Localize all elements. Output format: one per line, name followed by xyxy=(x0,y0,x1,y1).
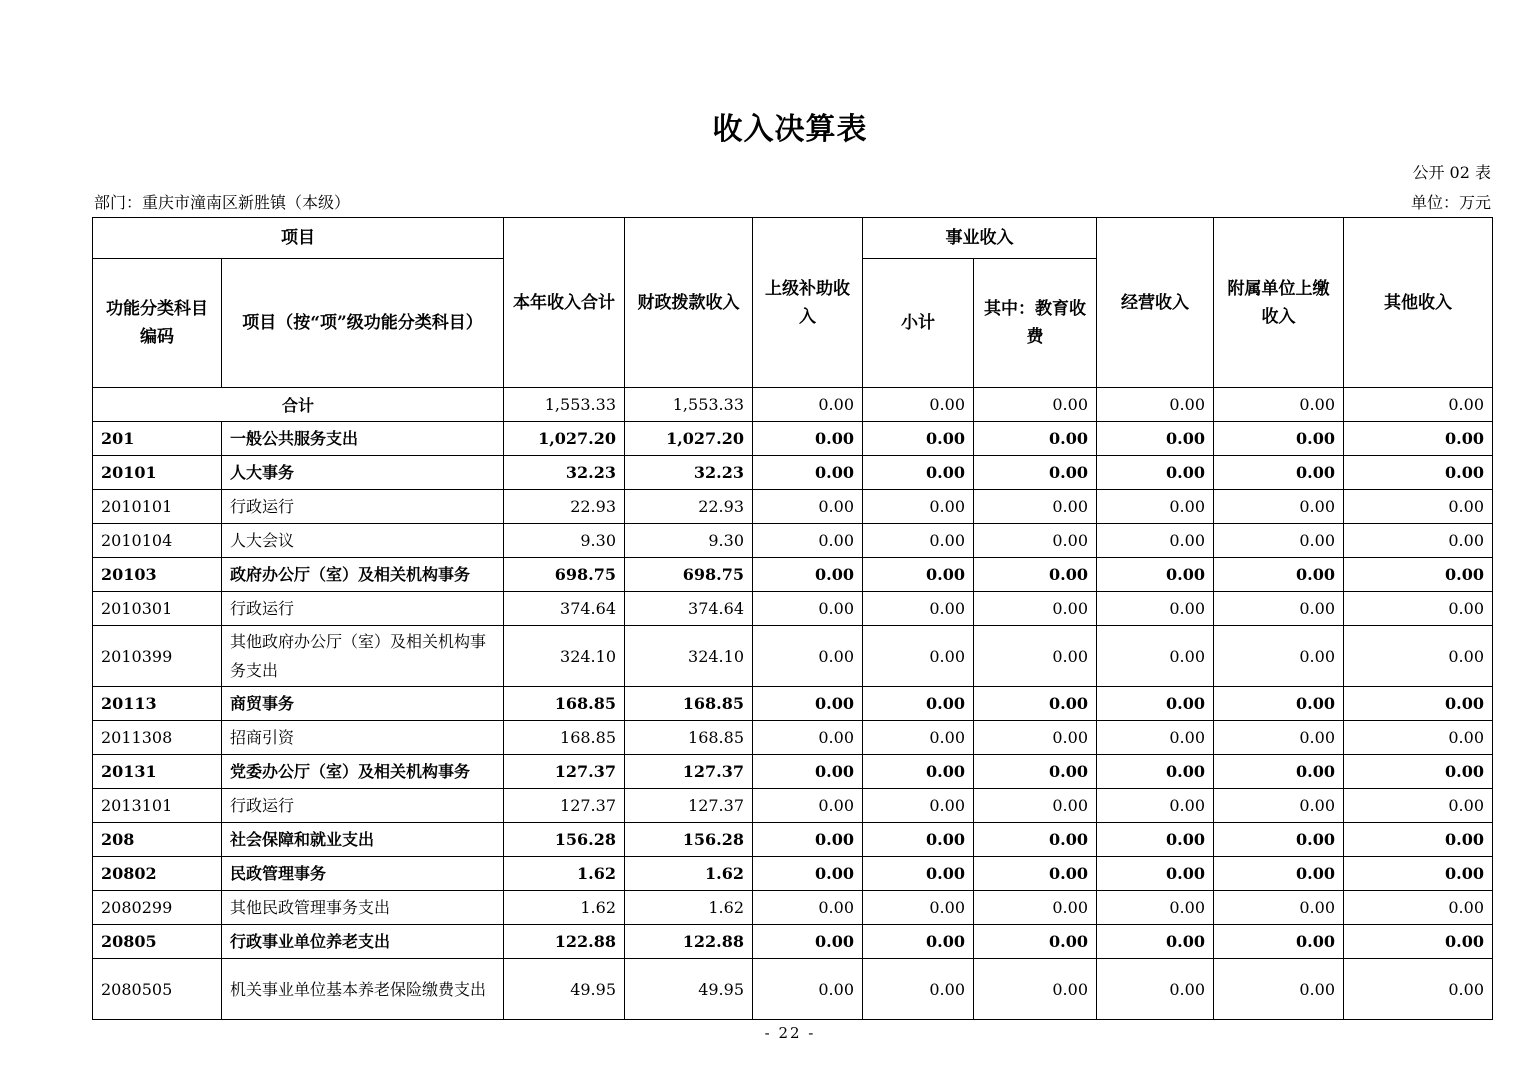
row-value: 0.00 xyxy=(1344,490,1493,524)
row-value: 1.62 xyxy=(504,891,625,925)
row-value: 168.85 xyxy=(504,687,625,721)
row-value: 0.00 xyxy=(1097,558,1214,592)
row-value: 122.88 xyxy=(504,925,625,959)
row-value: 0.00 xyxy=(753,755,863,789)
row-value: 0.00 xyxy=(863,959,974,1020)
table-row xyxy=(93,558,1493,592)
row-value: 0.00 xyxy=(1097,456,1214,490)
row-value: 0.00 xyxy=(863,456,974,490)
row-value: 0.00 xyxy=(1214,959,1344,1020)
total-value: 0.00 xyxy=(974,388,1097,422)
row-value: 1.62 xyxy=(504,857,625,891)
row-name: 机关事业单位基本养老保险缴费支出 xyxy=(222,959,504,1020)
row-value: 0.00 xyxy=(974,789,1097,823)
table-row xyxy=(93,755,1493,789)
row-name: 其他民政管理事务支出 xyxy=(222,891,504,925)
row-value: 0.00 xyxy=(974,959,1097,1020)
row-value: 32.23 xyxy=(504,456,625,490)
row-value: 0.00 xyxy=(1344,925,1493,959)
row-value: 0.00 xyxy=(753,524,863,558)
row-code: 2080299 xyxy=(93,891,222,925)
row-value: 374.64 xyxy=(625,592,753,626)
row-code: 208 xyxy=(93,823,222,857)
row-value: 374.64 xyxy=(504,592,625,626)
row-value: 0.00 xyxy=(753,626,863,687)
header-total: 本年收入合计 xyxy=(504,218,625,388)
row-value: 0.00 xyxy=(974,592,1097,626)
row-code: 20113 xyxy=(93,687,222,721)
row-code: 20101 xyxy=(93,456,222,490)
row-name: 社会保障和就业支出 xyxy=(222,823,504,857)
row-value: 0.00 xyxy=(1344,687,1493,721)
header-fiscal: 财政拨款收入 xyxy=(625,218,753,388)
total-value: 0.00 xyxy=(863,388,974,422)
row-value: 0.00 xyxy=(1214,755,1344,789)
row-name: 行政运行 xyxy=(222,490,504,524)
row-value: 49.95 xyxy=(504,959,625,1020)
row-value: 0.00 xyxy=(1214,558,1344,592)
row-value: 0.00 xyxy=(1097,687,1214,721)
row-value: 0.00 xyxy=(863,789,974,823)
form-number: 公开 02 表 xyxy=(1412,163,1491,182)
row-value: 49.95 xyxy=(625,959,753,1020)
row-value: 0.00 xyxy=(1344,789,1493,823)
row-value: 0.00 xyxy=(863,422,974,456)
row-value: 0.00 xyxy=(1097,592,1214,626)
row-value: 0.00 xyxy=(1214,626,1344,687)
row-value: 0.00 xyxy=(1344,755,1493,789)
row-value: 1.62 xyxy=(625,891,753,925)
table-row xyxy=(93,490,1493,524)
row-name: 行政事业单位养老支出 xyxy=(222,925,504,959)
row-value: 0.00 xyxy=(1344,959,1493,1020)
row-value: 0.00 xyxy=(1097,857,1214,891)
row-value: 0.00 xyxy=(1344,721,1493,755)
table-row xyxy=(93,592,1493,626)
row-value: 0.00 xyxy=(1214,823,1344,857)
total-value: 0.00 xyxy=(1097,388,1214,422)
total-value: 1,553.33 xyxy=(625,388,753,422)
row-code: 20802 xyxy=(93,857,222,891)
header-subtotal: 小计 xyxy=(863,259,974,388)
table-row xyxy=(93,456,1493,490)
total-value: 0.00 xyxy=(1214,388,1344,422)
row-value: 0.00 xyxy=(1214,789,1344,823)
row-value: 0.00 xyxy=(1214,891,1344,925)
row-code: 20131 xyxy=(93,755,222,789)
row-value: 0.00 xyxy=(1097,789,1214,823)
row-value: 156.28 xyxy=(504,823,625,857)
row-value: 0.00 xyxy=(863,857,974,891)
row-value: 0.00 xyxy=(1214,721,1344,755)
row-value: 0.00 xyxy=(753,558,863,592)
row-value: 0.00 xyxy=(863,558,974,592)
row-value: 0.00 xyxy=(974,891,1097,925)
row-value: 698.75 xyxy=(504,558,625,592)
row-value: 0.00 xyxy=(1097,626,1214,687)
row-value: 32.23 xyxy=(625,456,753,490)
header-name: 项目（按“项”级功能分类科目） xyxy=(222,259,504,388)
total-value: 1,553.33 xyxy=(504,388,625,422)
row-value: 0.00 xyxy=(753,857,863,891)
header-superior: 上级补助收入 xyxy=(753,218,863,388)
page-number: - 22 - xyxy=(764,1024,816,1042)
row-name: 人大会议 xyxy=(222,524,504,558)
row-code: 2080505 xyxy=(93,959,222,1020)
row-value: 0.00 xyxy=(1344,456,1493,490)
row-code: 2013101 xyxy=(93,789,222,823)
row-value: 0.00 xyxy=(974,857,1097,891)
row-value: 9.30 xyxy=(504,524,625,558)
row-value: 0.00 xyxy=(1097,524,1214,558)
row-value: 156.28 xyxy=(625,823,753,857)
row-value: 0.00 xyxy=(974,925,1097,959)
row-value: 0.00 xyxy=(863,524,974,558)
row-value: 127.37 xyxy=(504,755,625,789)
table-row xyxy=(93,524,1493,558)
row-code: 20805 xyxy=(93,925,222,959)
row-value: 0.00 xyxy=(863,755,974,789)
row-value: 0.00 xyxy=(974,422,1097,456)
row-value: 0.00 xyxy=(1344,558,1493,592)
row-value: 698.75 xyxy=(625,558,753,592)
row-value: 0.00 xyxy=(863,687,974,721)
department-label: 部门：重庆市潼南区新胜镇（本级） xyxy=(94,193,351,212)
row-code: 2011308 xyxy=(93,721,222,755)
row-value: 0.00 xyxy=(1097,891,1214,925)
row-value: 0.00 xyxy=(974,823,1097,857)
table-row xyxy=(93,891,1493,925)
row-value: 0.00 xyxy=(1344,524,1493,558)
row-code: 2010301 xyxy=(93,592,222,626)
table-row xyxy=(93,959,1493,1020)
row-value: 168.85 xyxy=(504,721,625,755)
row-value: 127.37 xyxy=(504,789,625,823)
row-value: 0.00 xyxy=(753,891,863,925)
row-code: 20103 xyxy=(93,558,222,592)
row-value: 0.00 xyxy=(1214,490,1344,524)
row-name: 其他政府办公厅（室）及相关机构事务支出 xyxy=(222,626,504,687)
row-value: 0.00 xyxy=(1214,687,1344,721)
row-value: 0.00 xyxy=(1097,422,1214,456)
row-value: 0.00 xyxy=(863,891,974,925)
header-business-group: 事业收入 xyxy=(863,218,1097,259)
row-value: 0.00 xyxy=(1097,755,1214,789)
header-operating: 经营收入 xyxy=(1097,218,1214,388)
table-row xyxy=(93,823,1493,857)
header-code: 功能分类科目编码 xyxy=(93,259,222,388)
row-value: 0.00 xyxy=(753,925,863,959)
row-name: 行政运行 xyxy=(222,789,504,823)
header-affiliated: 附属单位上缴收入 xyxy=(1214,218,1344,388)
header-other: 其他收入 xyxy=(1344,218,1493,388)
row-value: 0.00 xyxy=(974,558,1097,592)
row-value: 0.00 xyxy=(974,626,1097,687)
row-value: 0.00 xyxy=(753,959,863,1020)
row-value: 127.37 xyxy=(625,755,753,789)
table-row xyxy=(93,721,1493,755)
row-value: 0.00 xyxy=(974,755,1097,789)
row-value: 0.00 xyxy=(863,925,974,959)
row-value: 0.00 xyxy=(1344,857,1493,891)
row-value: 0.00 xyxy=(1097,823,1214,857)
table-row xyxy=(93,925,1493,959)
row-name: 党委办公厅（室）及相关机构事务 xyxy=(222,755,504,789)
row-value: 0.00 xyxy=(1214,456,1344,490)
table-row xyxy=(93,422,1493,456)
row-value: 0.00 xyxy=(753,823,863,857)
row-value: 0.00 xyxy=(753,789,863,823)
table-row xyxy=(93,687,1493,721)
row-value: 0.00 xyxy=(1344,592,1493,626)
page-title: 收入决算表 xyxy=(712,112,868,147)
row-value: 168.85 xyxy=(625,687,753,721)
row-value: 0.00 xyxy=(863,721,974,755)
row-value: 127.37 xyxy=(625,789,753,823)
row-value: 0.00 xyxy=(1344,823,1493,857)
row-value: 0.00 xyxy=(863,592,974,626)
row-value: 0.00 xyxy=(974,721,1097,755)
row-value: 122.88 xyxy=(625,925,753,959)
row-name: 人大事务 xyxy=(222,456,504,490)
row-code: 2010399 xyxy=(93,626,222,687)
header-edu: 其中：教育收费 xyxy=(974,259,1097,388)
table-row xyxy=(93,857,1493,891)
header-item: 项目 xyxy=(93,218,504,259)
row-value: 0.00 xyxy=(753,592,863,626)
row-value: 0.00 xyxy=(1097,490,1214,524)
unit-label: 单位：万元 xyxy=(1410,193,1491,212)
row-code: 201 xyxy=(93,422,222,456)
row-value: 1,027.20 xyxy=(504,422,625,456)
row-value: 1.62 xyxy=(625,857,753,891)
row-value: 0.00 xyxy=(1344,422,1493,456)
row-value: 0.00 xyxy=(753,721,863,755)
row-value: 0.00 xyxy=(863,823,974,857)
row-value: 1,027.20 xyxy=(625,422,753,456)
row-name: 招商引资 xyxy=(222,721,504,755)
row-value: 22.93 xyxy=(625,490,753,524)
total-label: 合计 xyxy=(93,388,504,422)
row-name: 政府办公厅（室）及相关机构事务 xyxy=(222,558,504,592)
row-value: 0.00 xyxy=(1097,925,1214,959)
row-value: 0.00 xyxy=(974,687,1097,721)
row-value: 0.00 xyxy=(753,456,863,490)
row-value: 0.00 xyxy=(1214,592,1344,626)
row-value: 0.00 xyxy=(1214,422,1344,456)
row-name: 商贸事务 xyxy=(222,687,504,721)
row-value: 0.00 xyxy=(753,687,863,721)
row-name: 行政运行 xyxy=(222,592,504,626)
row-value: 0.00 xyxy=(974,456,1097,490)
row-value: 168.85 xyxy=(625,721,753,755)
row-value: 22.93 xyxy=(504,490,625,524)
row-value: 0.00 xyxy=(974,524,1097,558)
total-value: 0.00 xyxy=(1344,388,1493,422)
row-value: 0.00 xyxy=(1097,721,1214,755)
row-value: 0.00 xyxy=(753,422,863,456)
total-row xyxy=(93,388,1493,422)
row-value: 0.00 xyxy=(863,490,974,524)
row-code: 2010101 xyxy=(93,490,222,524)
row-code: 2010104 xyxy=(93,524,222,558)
row-value: 0.00 xyxy=(1097,959,1214,1020)
row-name: 民政管理事务 xyxy=(222,857,504,891)
row-value: 0.00 xyxy=(1344,891,1493,925)
row-value: 324.10 xyxy=(504,626,625,687)
total-value: 0.00 xyxy=(753,388,863,422)
row-value: 0.00 xyxy=(753,490,863,524)
income-table xyxy=(92,217,1493,1020)
row-value: 0.00 xyxy=(974,490,1097,524)
row-value: 9.30 xyxy=(625,524,753,558)
row-value: 0.00 xyxy=(1344,626,1493,687)
row-value: 0.00 xyxy=(1214,857,1344,891)
table-row xyxy=(93,626,1493,687)
table-row xyxy=(93,789,1493,823)
row-name: 一般公共服务支出 xyxy=(222,422,504,456)
row-value: 0.00 xyxy=(863,626,974,687)
row-value: 324.10 xyxy=(625,626,753,687)
row-value: 0.00 xyxy=(1214,524,1344,558)
row-value: 0.00 xyxy=(1214,925,1344,959)
